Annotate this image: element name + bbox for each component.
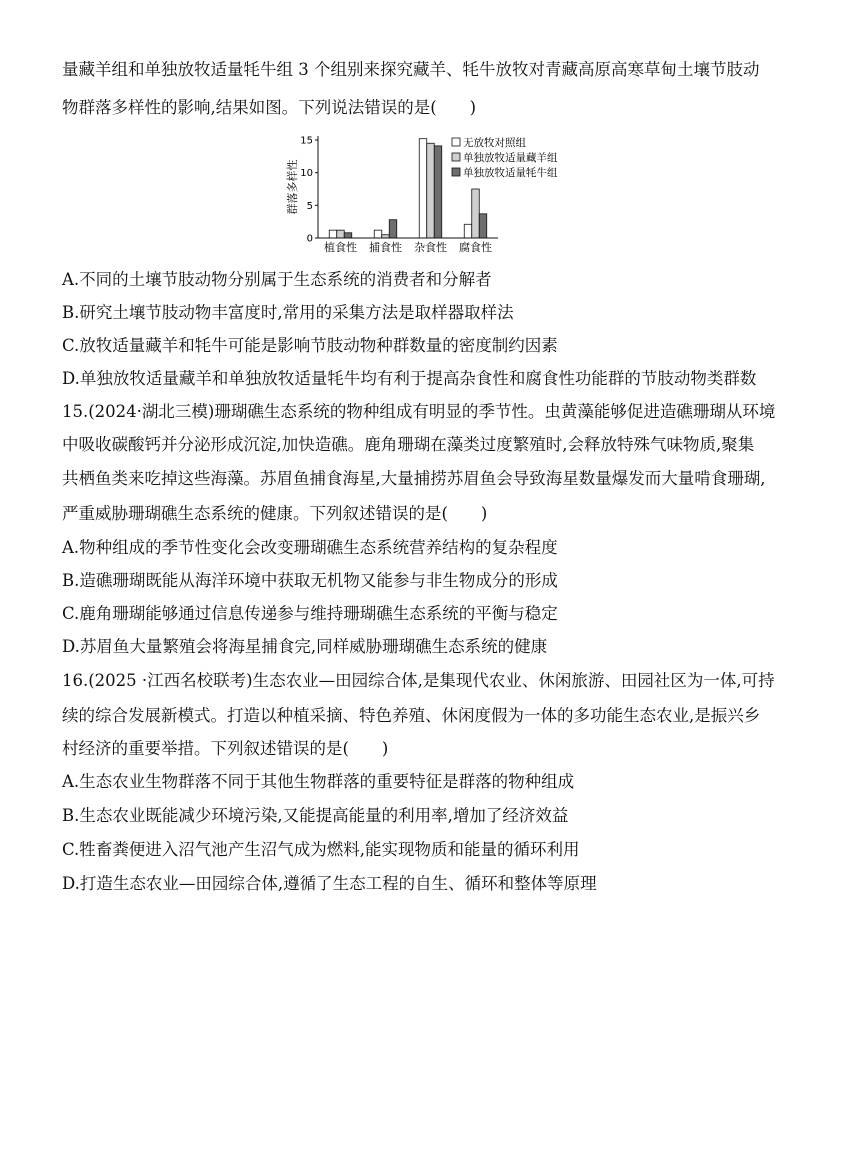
- q16-option-b: B.生态农业既能减少环境污染,又能提高能量的利用率,增加了经济效益: [62, 806, 569, 825]
- q15-stem-line-4: 严重威胁珊瑚礁生态系统的健康。下列叙述错误的是( ): [62, 504, 488, 523]
- y-tick-label: 0: [306, 233, 313, 245]
- q14-option-b: B.研究土壤节肢动物丰富度时,常用的采集方法是取样器取样法: [62, 303, 514, 322]
- bar: [344, 233, 352, 238]
- legend-label: 单独放牧适量藏羊组: [463, 152, 558, 164]
- q15-option-d: D.苏眉鱼大量繁殖会将海星捕食完,同样威胁珊瑚礁生态系统的健康: [62, 637, 548, 656]
- y-tick-label: 5: [306, 200, 313, 212]
- q16-stem-line-1: 16.(2025 ·江西名校联考)生态农业—田园综合体,是集现代农业、休闲旅游、田园社区为一体,可持: [62, 671, 775, 690]
- bar: [434, 146, 442, 238]
- q15-stem-line-3: 共栖鱼类来吃掉这些海藻。苏眉鱼捕食海星,大量捕捞苏眉鱼会导致海星数量爆发而大量啃食珊瑚,: [62, 469, 766, 488]
- q14-stem-line-1: 量藏羊组和单独放牧适量牦牛组 3 个组别来探究藏羊、牦牛放牧对青藏高原高寒草甸土壤节肢动: [62, 60, 760, 79]
- q16-option-c: C.牲畜粪便进入沼气池产生沼气成为燃料,能实现物质和能量的循环利用: [62, 840, 580, 859]
- bar: [419, 139, 427, 238]
- q14-stem-line-2: 物群落多样性的影响,结果如图。下列说法错误的是( ): [62, 98, 477, 117]
- bar: [427, 143, 435, 238]
- bar: [472, 189, 480, 238]
- x-category-label: 杂食性: [414, 241, 447, 254]
- y-tick-label: 10: [300, 168, 313, 180]
- q14-option-d: D.单独放牧适量藏羊和单独放牧适量牦牛均有利于提高杂食性和腐食性功能群的节肢动物类群数: [62, 369, 757, 388]
- q15-stem-line-1: 15.(2024·湖北三模)珊瑚礁生态系统的物种组成有明显的季节性。虫黄藻能够促进造礁珊瑚从环境: [62, 402, 776, 421]
- bar: [337, 230, 345, 238]
- legend-swatch: [452, 168, 460, 176]
- x-category-label: 腐食性: [459, 241, 492, 254]
- legend-label: 无放牧对照组: [463, 137, 526, 149]
- bar: [389, 220, 397, 238]
- x-category-label: 植食性: [324, 241, 357, 254]
- legend-swatch: [452, 138, 460, 146]
- q14-option-a: A.不同的土壤节肢动物分别属于生态系统的消费者和分解者: [62, 270, 492, 289]
- q15-option-b: B.造礁珊瑚既能从海洋环境中获取无机物又能参与非生物成分的形成: [62, 571, 558, 590]
- x-category-label: 捕食性: [369, 241, 402, 254]
- q16-stem-line-2: 续的综合发展新模式。打造以种植采摘、特色养殖、休闲度假为一体的多功能生态农业,是振兴乡: [62, 706, 761, 725]
- q16-option-a: A.生态农业生物群落不同于其他生物群落的重要特征是群落的物种组成: [62, 772, 575, 791]
- q15-option-c: C.鹿角珊瑚能够通过信息传递参与维持珊瑚礁生态系统的平衡与稳定: [62, 604, 558, 623]
- q15-option-a: A.物种组成的季节性变化会改变珊瑚礁生态系统营养结构的复杂程度: [62, 538, 558, 557]
- q15-stem-line-2: 中吸收碳酸钙并分泌形成沉淀,加快造礁。鹿角珊瑚在藻类过度繁殖时,会释放特殊气味物质,聚集: [62, 435, 755, 454]
- q16-stem-line-3: 村经济的重要举措。下列叙述错误的是( ): [62, 739, 389, 758]
- bar: [479, 214, 487, 238]
- bar: [374, 230, 382, 238]
- q14-option-c: C.放牧适量藏羊和牦牛可能是影响节肢动物种群数量的密度制约因素: [62, 336, 558, 355]
- legend-label: 单独放牧适量牦牛组: [463, 167, 558, 179]
- q16-option-d: D.打造生态农业—田园综合体,遵循了生态工程的自生、循环和整体等原理: [62, 874, 597, 893]
- y-tick-label: 15: [300, 135, 313, 147]
- legend-swatch: [452, 153, 460, 161]
- diversity-bar-chart: [282, 130, 582, 256]
- bar: [464, 224, 472, 238]
- y-axis-label: 群落多样性: [286, 159, 299, 215]
- bar: [329, 230, 337, 238]
- bar-chart-svg: [282, 130, 582, 256]
